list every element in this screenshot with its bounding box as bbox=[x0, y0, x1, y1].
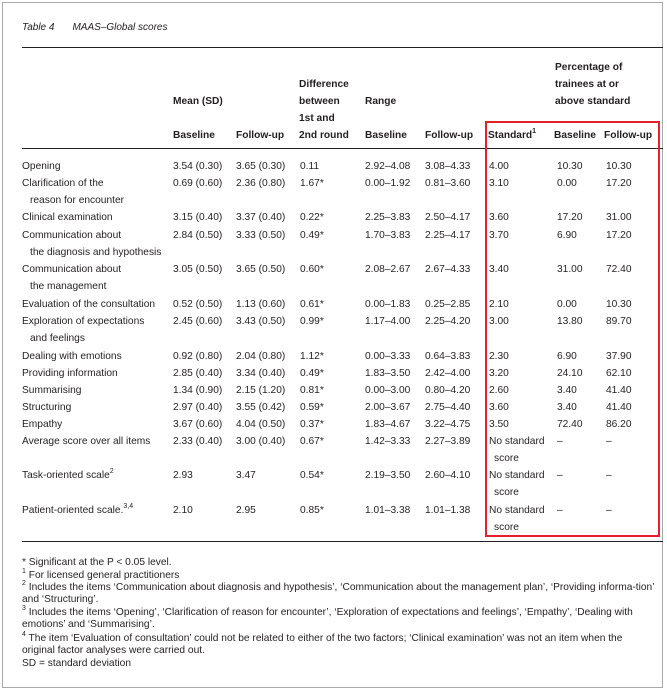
cell-mean-follow: 2.15 (1.20) bbox=[236, 385, 286, 396]
row-label-text: Patient-oriented scale. bbox=[22, 505, 124, 516]
cell-standard: 3.10 bbox=[489, 178, 509, 189]
cell-range-base: 1.42–3.33 bbox=[365, 436, 411, 447]
cell-pct-follow: 17.20 bbox=[606, 178, 632, 189]
cell-range-base: 0.00–1.83 bbox=[365, 299, 411, 310]
cell-standard: 3.50 bbox=[489, 419, 509, 430]
subheader-range-followup: Follow-up bbox=[425, 130, 474, 141]
row-label: Summarising bbox=[22, 385, 82, 396]
header-difference-3: 1st and bbox=[299, 113, 335, 124]
cell-diff: 0.49* bbox=[300, 230, 324, 241]
cell-standard: score bbox=[494, 453, 519, 464]
footnote bbox=[22, 570, 657, 582]
cell-diff: 0.67* bbox=[300, 436, 324, 447]
cell-diff: 1.12* bbox=[300, 351, 324, 362]
cell-diff: 0.61* bbox=[300, 299, 324, 310]
footnote bbox=[22, 633, 657, 657]
cell-range-base: 1.83–4.67 bbox=[365, 419, 411, 430]
cell-mean-base: 3.15 (0.40) bbox=[173, 212, 223, 223]
cell-range-follow: 2.50–4.17 bbox=[425, 212, 471, 223]
cell-range-follow: 2.25–4.20 bbox=[425, 316, 471, 327]
cell-standard: No standard bbox=[489, 505, 545, 516]
cell-diff: 0.11 bbox=[300, 161, 320, 172]
cell-range-follow: 3.22–4.75 bbox=[425, 419, 471, 430]
cell-mean-follow: 3.55 (0.42) bbox=[236, 402, 286, 413]
cell-range-base: 2.19–3.50 bbox=[365, 470, 411, 481]
row-label: Providing information bbox=[22, 368, 118, 379]
cell-mean-follow: 3.34 (0.40) bbox=[236, 368, 286, 379]
cell-range-base: 2.00–3.67 bbox=[365, 402, 411, 413]
subheader-pct-baseline: Baseline bbox=[554, 130, 596, 141]
cell-mean-base: 2.93 bbox=[173, 470, 193, 481]
cell-mean-follow: 3.33 (0.50) bbox=[236, 230, 286, 241]
row-label: Communication about bbox=[22, 264, 122, 275]
cell-mean-base: 0.69 (0.60) bbox=[173, 178, 223, 189]
cell-diff: 0.81* bbox=[300, 385, 324, 396]
cell-pct-base: 3.40 bbox=[557, 385, 577, 396]
cell-pct-follow: 41.40 bbox=[606, 385, 632, 396]
cell-range-base: 1.70–3.83 bbox=[365, 230, 411, 241]
cell-range-follow: 1.01–1.38 bbox=[425, 505, 471, 516]
cell-standard: 3.00 bbox=[489, 316, 509, 327]
subheader-range-baseline: Baseline bbox=[365, 130, 407, 141]
cell-standard: 2.10 bbox=[489, 299, 509, 310]
cell-standard: score bbox=[494, 522, 519, 533]
header-range: Range bbox=[365, 96, 397, 107]
cell-mean-base: 3.54 (0.30) bbox=[173, 161, 223, 172]
footnote-marker: 3 bbox=[22, 605, 26, 612]
cell-range-follow: 2.42–4.00 bbox=[425, 368, 471, 379]
subheader-pct-followup: Follow-up bbox=[604, 130, 653, 141]
footnote bbox=[22, 582, 657, 606]
top-rule bbox=[22, 47, 663, 48]
cell-range-follow: 0.64–3.83 bbox=[425, 351, 471, 362]
bottom-rule bbox=[22, 541, 663, 542]
cell-diff: 0.59* bbox=[300, 402, 324, 413]
cell-diff: 0.54* bbox=[300, 470, 324, 481]
cell-mean-follow: 1.13 (0.60) bbox=[236, 299, 286, 310]
row-label bbox=[22, 503, 133, 519]
cell-mean-follow: 3.65 (0.50) bbox=[236, 264, 286, 275]
cell-standard: 2.60 bbox=[489, 385, 509, 396]
footnote-marker: 2 bbox=[22, 580, 26, 587]
cell-range-follow: 0.25–2.85 bbox=[425, 299, 471, 310]
header-percentage-2: trainees at or bbox=[555, 79, 619, 90]
footnote-text: For licensed general practitioners bbox=[25, 570, 180, 581]
cell-range-follow: 2.60–4.10 bbox=[425, 470, 471, 481]
cell-standard: 4.00 bbox=[489, 161, 509, 172]
cell-pct-follow: 86.20 bbox=[606, 419, 632, 430]
row-label: Exploration of expectations bbox=[22, 316, 145, 327]
cell-mean-follow: 4.04 (0.50) bbox=[236, 419, 286, 430]
cell-diff: 1.67* bbox=[300, 178, 324, 189]
standard-highlight-box bbox=[485, 121, 660, 537]
row-label: Opening bbox=[22, 161, 61, 172]
cell-range-base: 1.17–4.00 bbox=[365, 316, 411, 327]
cell-diff: 0.22* bbox=[300, 212, 324, 223]
cell-mean-follow: 2.36 (0.80) bbox=[236, 178, 286, 189]
cell-range-follow: 3.08–4.33 bbox=[425, 161, 471, 172]
cell-mean-base: 3.67 (0.60) bbox=[173, 419, 223, 430]
cell-pct-base: 3.40 bbox=[557, 402, 577, 413]
row-label: Evaluation of the consultation bbox=[22, 299, 156, 310]
cell-pct-base: 17.20 bbox=[557, 212, 583, 223]
footnote-marker: 1 bbox=[22, 568, 26, 575]
row-label: Clinical examination bbox=[22, 212, 113, 223]
cell-mean-base: 2.84 (0.50) bbox=[173, 230, 223, 241]
header-difference-4: 2nd round bbox=[299, 130, 349, 141]
cell-pct-base: – bbox=[557, 470, 563, 481]
cell-pct-follow: – bbox=[606, 470, 612, 481]
row-label-sup: 3,4 bbox=[123, 503, 134, 510]
row-label bbox=[22, 468, 114, 484]
footnote-text: The item ‘Evaluation of consultation’ could not be related to either of the two factors; ‘Clinical examination’ was not an item when the original factor analyses were carried out. bbox=[22, 633, 623, 656]
cell-standard: 3.60 bbox=[489, 212, 509, 223]
standard-label: Standard bbox=[488, 130, 533, 141]
cell-pct-follow: 37.90 bbox=[606, 351, 632, 362]
row-label: Clarification of the bbox=[22, 178, 104, 189]
footnote-marker: 4 bbox=[22, 631, 26, 638]
cell-mean-follow: 2.04 (0.80) bbox=[236, 351, 286, 362]
cell-range-follow: 2.27–3.89 bbox=[425, 436, 471, 447]
footnote-text: * Significant at the P < 0.05 level. bbox=[22, 557, 172, 568]
cell-pct-base: 24.10 bbox=[557, 368, 583, 379]
cell-range-base: 0.00–3.00 bbox=[365, 385, 411, 396]
cell-diff: 0.49* bbox=[300, 368, 324, 379]
row-label: the diagnosis and hypothesis bbox=[30, 247, 162, 258]
cell-mean-follow: 3.47 bbox=[236, 470, 256, 481]
cell-pct-follow: 41.40 bbox=[606, 402, 632, 413]
cell-standard: 2.30 bbox=[489, 351, 509, 362]
cell-range-follow: 0.81–3.60 bbox=[425, 178, 471, 189]
cell-range-follow: 2.67–4.33 bbox=[425, 264, 471, 275]
footnote bbox=[22, 607, 657, 631]
cell-pct-follow: 17.20 bbox=[606, 230, 632, 241]
cell-diff: 0.99* bbox=[300, 316, 324, 327]
cell-mean-base: 3.05 (0.50) bbox=[173, 264, 223, 275]
cell-range-base: 2.92–4.08 bbox=[365, 161, 411, 172]
cell-range-base: 2.08–2.67 bbox=[365, 264, 411, 275]
header-difference-1: Difference bbox=[299, 79, 349, 90]
subheader-mean-baseline: Baseline bbox=[173, 130, 215, 141]
row-label: and feelings bbox=[30, 333, 85, 344]
standard-sup: 1 bbox=[532, 128, 537, 135]
cell-mean-follow: 3.37 (0.40) bbox=[236, 212, 286, 223]
footnote bbox=[22, 658, 657, 670]
row-label: reason for encounter bbox=[30, 195, 125, 206]
cell-standard: 3.70 bbox=[489, 230, 509, 241]
cell-pct-base: 72.40 bbox=[557, 419, 583, 430]
cell-standard: No standard bbox=[489, 470, 545, 481]
cell-range-base: 1.83–3.50 bbox=[365, 368, 411, 379]
row-label: Communication about bbox=[22, 230, 122, 241]
cell-mean-base: 0.92 (0.80) bbox=[173, 351, 223, 362]
footnote-text: Includes the items ‘Opening’, ‘Clarification of reason for encounter’, ‘Exploration of expectations and feelings’, ‘Empathy’, ‘Dealing with emotions’ and ‘Summarising’. bbox=[22, 607, 633, 630]
footnote bbox=[22, 557, 657, 569]
cell-pct-follow: 62.10 bbox=[606, 368, 632, 379]
cell-mean-follow: 2.95 bbox=[236, 505, 256, 516]
cell-pct-follow: 10.30 bbox=[606, 161, 632, 172]
footnote-text: Includes the items ‘Communication about diagnosis and hypothesis’, ‘Communication about the management plan’, ‘Providing informa-tion’ and ‘Structuring’. bbox=[22, 582, 655, 605]
cell-pct-base: 6.90 bbox=[557, 351, 577, 362]
cell-range-base: 2.25–3.83 bbox=[365, 212, 411, 223]
cell-pct-base: 31.00 bbox=[557, 264, 583, 275]
cell-mean-base: 2.10 bbox=[173, 505, 193, 516]
cell-pct-base: 13.80 bbox=[557, 316, 583, 327]
cell-range-follow: 0.80–4.20 bbox=[425, 385, 471, 396]
subheader-mean-followup: Follow-up bbox=[236, 130, 285, 141]
row-label: Dealing with emotions bbox=[22, 351, 122, 362]
table-caption bbox=[22, 22, 167, 33]
row-label: the management bbox=[30, 281, 107, 292]
cell-pct-base: 0.00 bbox=[557, 178, 577, 189]
cell-pct-follow: 89.70 bbox=[606, 316, 632, 327]
header-difference-2: between bbox=[299, 96, 340, 107]
cell-mean-base: 0.52 (0.50) bbox=[173, 299, 223, 310]
cell-pct-base: 6.90 bbox=[557, 230, 577, 241]
cell-range-base: 0.00–1.92 bbox=[365, 178, 411, 189]
row-label: Structuring bbox=[22, 402, 72, 413]
cell-pct-base: – bbox=[557, 505, 563, 516]
caption-title: MAAS–Global scores bbox=[72, 22, 168, 33]
cell-mean-follow: 3.65 (0.30) bbox=[236, 161, 286, 172]
cell-diff: 0.37* bbox=[300, 419, 324, 430]
row-label-text: Task-oriented scale bbox=[22, 470, 110, 481]
cell-mean-follow: 3.43 (0.50) bbox=[236, 316, 286, 327]
cell-range-follow: 2.75–4.40 bbox=[425, 402, 471, 413]
caption-label: Table 4 bbox=[22, 22, 55, 33]
cell-diff: 0.85* bbox=[300, 505, 324, 516]
cell-pct-follow: – bbox=[606, 436, 612, 447]
cell-range-base: 1.01–3.38 bbox=[365, 505, 411, 516]
row-label: Average score over all items bbox=[22, 436, 151, 447]
cell-pct-follow: – bbox=[606, 505, 612, 516]
cell-standard: 3.20 bbox=[489, 368, 509, 379]
cell-pct-base: – bbox=[557, 436, 563, 447]
header-mean: Mean (SD) bbox=[173, 96, 223, 107]
cell-range-base: 0.00–3.33 bbox=[365, 351, 411, 362]
row-label-sup: 2 bbox=[109, 468, 114, 475]
cell-diff: 0.60* bbox=[300, 264, 324, 275]
cell-pct-follow: 72.40 bbox=[606, 264, 632, 275]
cell-mean-base: 1.34 (0.90) bbox=[173, 385, 223, 396]
cell-standard: score bbox=[494, 487, 519, 498]
cell-standard: 3.40 bbox=[489, 264, 509, 275]
header-percentage-1: Percentage of bbox=[555, 62, 623, 73]
footnote-text: SD = standard deviation bbox=[22, 658, 132, 669]
cell-standard: 3.60 bbox=[489, 402, 509, 413]
cell-pct-follow: 31.00 bbox=[606, 212, 632, 223]
header-percentage-3: above standard bbox=[555, 96, 631, 107]
cell-mean-follow: 3.00 (0.40) bbox=[236, 436, 286, 447]
cell-mean-base: 2.85 (0.40) bbox=[173, 368, 223, 379]
cell-pct-base: 10.30 bbox=[557, 161, 583, 172]
cell-standard: No standard bbox=[489, 436, 545, 447]
cell-mean-base: 2.97 (0.40) bbox=[173, 402, 223, 413]
cell-mean-base: 2.33 (0.40) bbox=[173, 436, 223, 447]
cell-range-follow: 2.25–4.17 bbox=[425, 230, 471, 241]
row-label: Empathy bbox=[22, 419, 63, 430]
cell-pct-follow: 10.30 bbox=[606, 299, 632, 310]
cell-pct-base: 0.00 bbox=[557, 299, 577, 310]
cell-mean-base: 2.45 (0.60) bbox=[173, 316, 223, 327]
